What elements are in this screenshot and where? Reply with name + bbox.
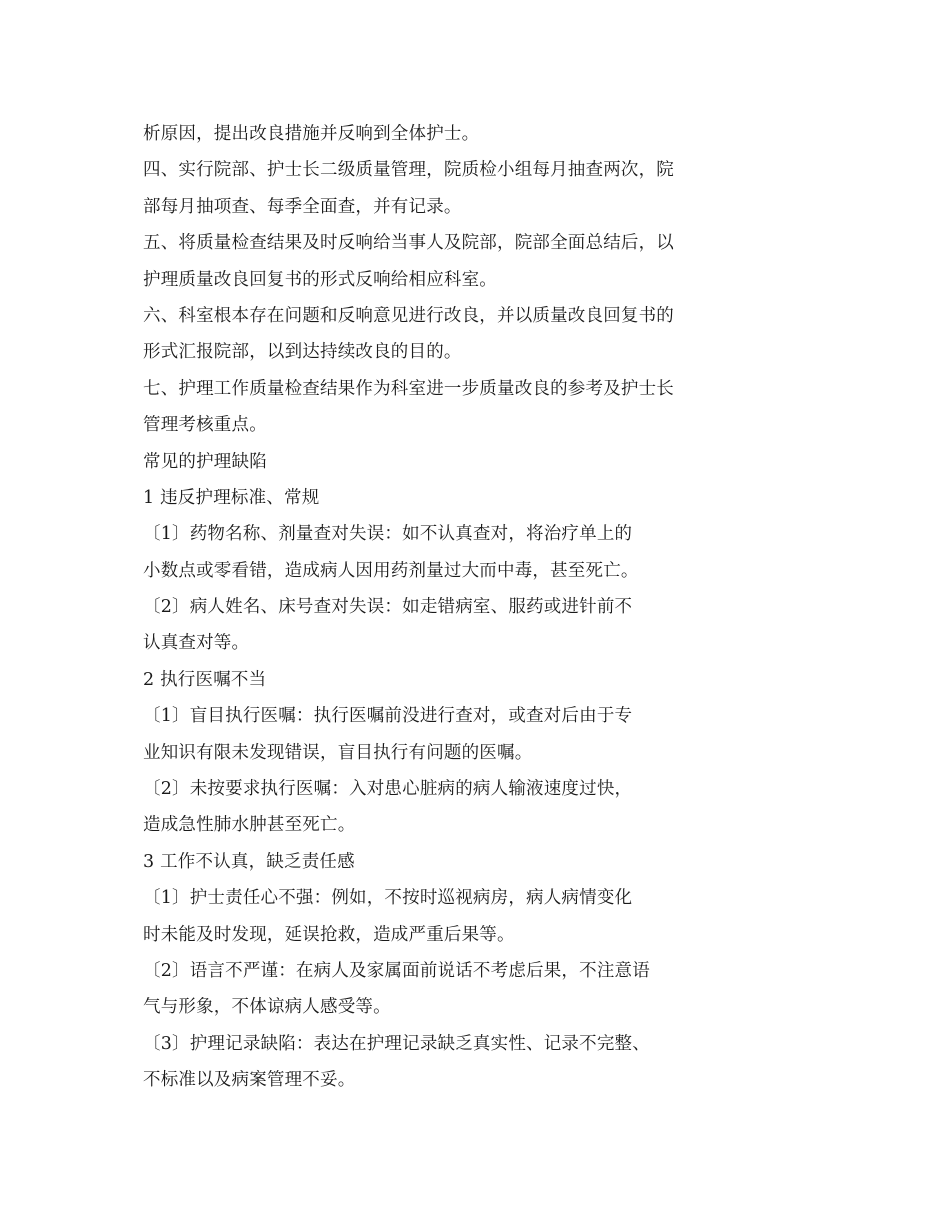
text-line: 认真查对等。 (143, 633, 250, 654)
text-line: 业知识有限未发现错误，盲目执行有问题的医嘱。 (143, 742, 533, 763)
subsection-heading: 1 违反护理标准、常规 (143, 487, 320, 508)
text-line: 四、实行院部、护士长二级质量管理，院质检小组每月抽查两次，院 (143, 160, 674, 181)
text-line: 〔2〕未按要求执行医嘱：入对患心脏病的病人输液速度过快， (143, 779, 633, 800)
text-line: 五、将质量检查结果及时反响给当事人及院部，院部全面总结后，以 (143, 233, 674, 254)
document-body (143, 116, 723, 1099)
text-line: 造成急性肺水肿甚至死亡。 (143, 815, 356, 836)
text-line: 形式汇报院部，以到达持续改良的目的。 (143, 342, 462, 363)
subsection-heading: 2 执行医嘱不当 (143, 669, 267, 690)
text-line: 时未能及时发现，延误抢救，造成严重后果等。 (143, 924, 515, 945)
text-line: 六、科室根本存在问题和反响意见进行改良，并以质量改良回复书的 (143, 305, 674, 326)
text-line: 析原因，提出改良措施并反响到全体护士。 (143, 124, 480, 144)
text-line: 〔1〕药物名称、剂量查对失误：如不认真查对，将治疗单上的 (143, 524, 633, 545)
text-line: 〔1〕护士责任心不强：例如，不按时巡视病房，病人病情变化 (143, 888, 633, 909)
text-line: 〔3〕护理记录缺陷：表达在护理记录缺乏真实性、记录不完整、 (143, 1033, 650, 1054)
section-heading: 常见的护理缺陷 (143, 451, 267, 472)
text-line: 〔2〕病人姓名、床号查对失误：如走错病室、服药或进针前不 (143, 597, 633, 618)
text-line: 七、护理工作质量检查结果作为科室进一步质量改良的参考及护士长 (143, 378, 674, 399)
text-line: 不标准以及病案管理不妥。 (143, 1070, 356, 1091)
text-line: 部每月抽项查、每季全面查，并有记录。 (143, 196, 462, 217)
text-line: 管理考核重点。 (143, 415, 267, 436)
text-line: 小数点或零看错，造成病人因用药剂量过大而中毒，甚至死亡。 (143, 560, 639, 581)
text-line: 〔2〕语言不严谨：在病人及家属面前说话不考虑后果，不注意语 (143, 960, 650, 981)
text-line: 气与形象，不体谅病人感受等。 (143, 997, 391, 1018)
text-line: 护理质量改良回复书的形式反响给相应科室。 (143, 269, 497, 290)
text-line: 〔1〕盲目执行医嘱：执行医嘱前没进行查对，或查对后由于专 (143, 706, 633, 727)
subsection-heading: 3 工作不认真，缺乏责任感 (143, 851, 355, 872)
